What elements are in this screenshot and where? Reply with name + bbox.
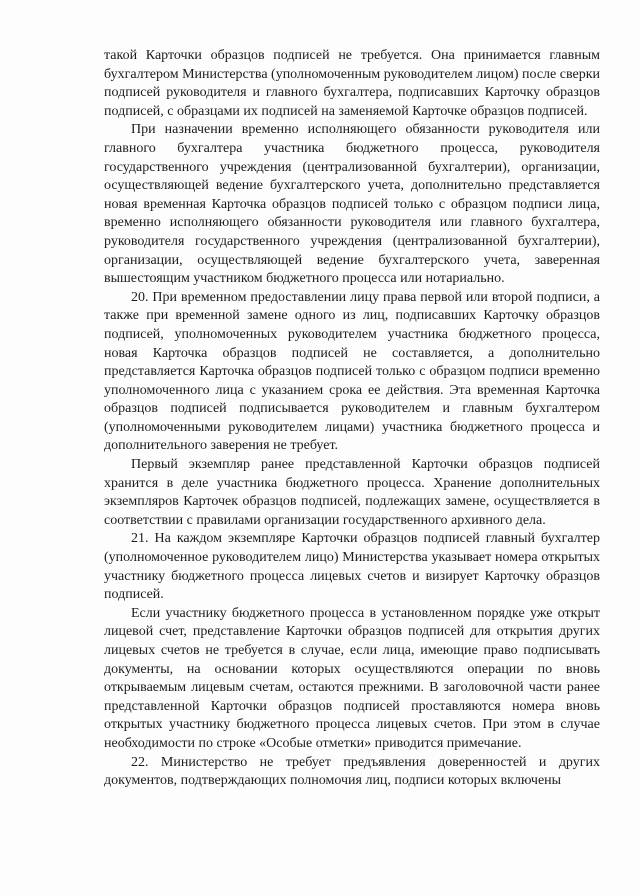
- document-body: [104, 47, 600, 791]
- paragraph-continued: такой Карточки образцов подписей не требуется. Она принимается главным бухгалтером Министерства (уполномоченным руководителем лицом) после сверки подписей руководителя и главного бухгалтера, подписавших Карточку образцов подписей, с образцами их подписей на заменяемой Карточке образцов подписей.: [104, 48, 600, 119]
- paragraph-first-copy-storage: Первый экземпляр ранее представленной Карточки образцов подписей хранится в деле участника бюджетного процесса. Хранение дополнительных экземпляров Карточек образцов подписей, подлежащих замене, осуществляется в соответствии с правилами организации государственного архивного дела.: [104, 457, 600, 528]
- paragraph-temporary-acting-head: При назначении временно исполняющего обязанности руководителя или главного бухгалтера участника бюджетного процесса, руководителя государственного учреждения (централизованной бухгалтерии), организации, осуществляющей ведение бухгалтерского учета, дополнительно представляется новая временная Карточка образцов подписей только с образцом подписи лица, временно исполняющего обязанности руководителя или главного бухгалтера, руководителя государственного учреждения (централизованной бухгалтерии), организации, осуществляющей ведение бухгалтерского учета, заверенная вышестоящим участником бюджетного процесса или нотариально.: [104, 122, 600, 287]
- paragraph-item-22: 22. Министерство не требует предъявления доверенностей и других документов, подтверждающих полномочия лиц, подписи которых включены: [104, 754, 600, 789]
- paragraph-item-21: 21. На каждом экземпляре Карточки образцов подписей главный бухгалтер (уполномоченное руководителем лицо) Министерства указывает номера открытых участнику бюджетного процесса лицевых счетов и визирует Карточку образцов подписей.: [104, 531, 600, 603]
- paragraph-existing-account: Если участнику бюджетного процесса в установленном порядке уже открыт лицевой счет, представление Карточки образцов подписей для открытия других лицевых счетов не требуется в случае, если лица, имеющие право подписывать документы, на основании которых осуществляются операции по вновь открываемым лицевым счетам, остаются прежними. В заголовочной части ранее представленной Карточки образцов подписей проставляются номера вновь открытых участнику бюджетного процесса лицевых счетов. При этом в случае необходимости по строке «Особые отметки» приводится примечание.: [104, 605, 600, 751]
- paragraph-item-20: 20. При временном предоставлении лицу права первой или второй подписи, а также при временной замене одного из лиц, подписавших Карточку образцов подписей, уполномоченных руководителем участника бюджетного процесса, новая Карточка образцов подписей не составляется, а дополнительно представляется Карточка образцов подписей только с образцом подписи временно уполномоченного лица с указанием срока ее действия. Эта временная Карточка образцов подписей подписывается руководителем и главным бухгалтером (уполномоченными руководителем лицами) участника бюджетного процесса и дополнительного заверения не требует.: [104, 289, 600, 454]
